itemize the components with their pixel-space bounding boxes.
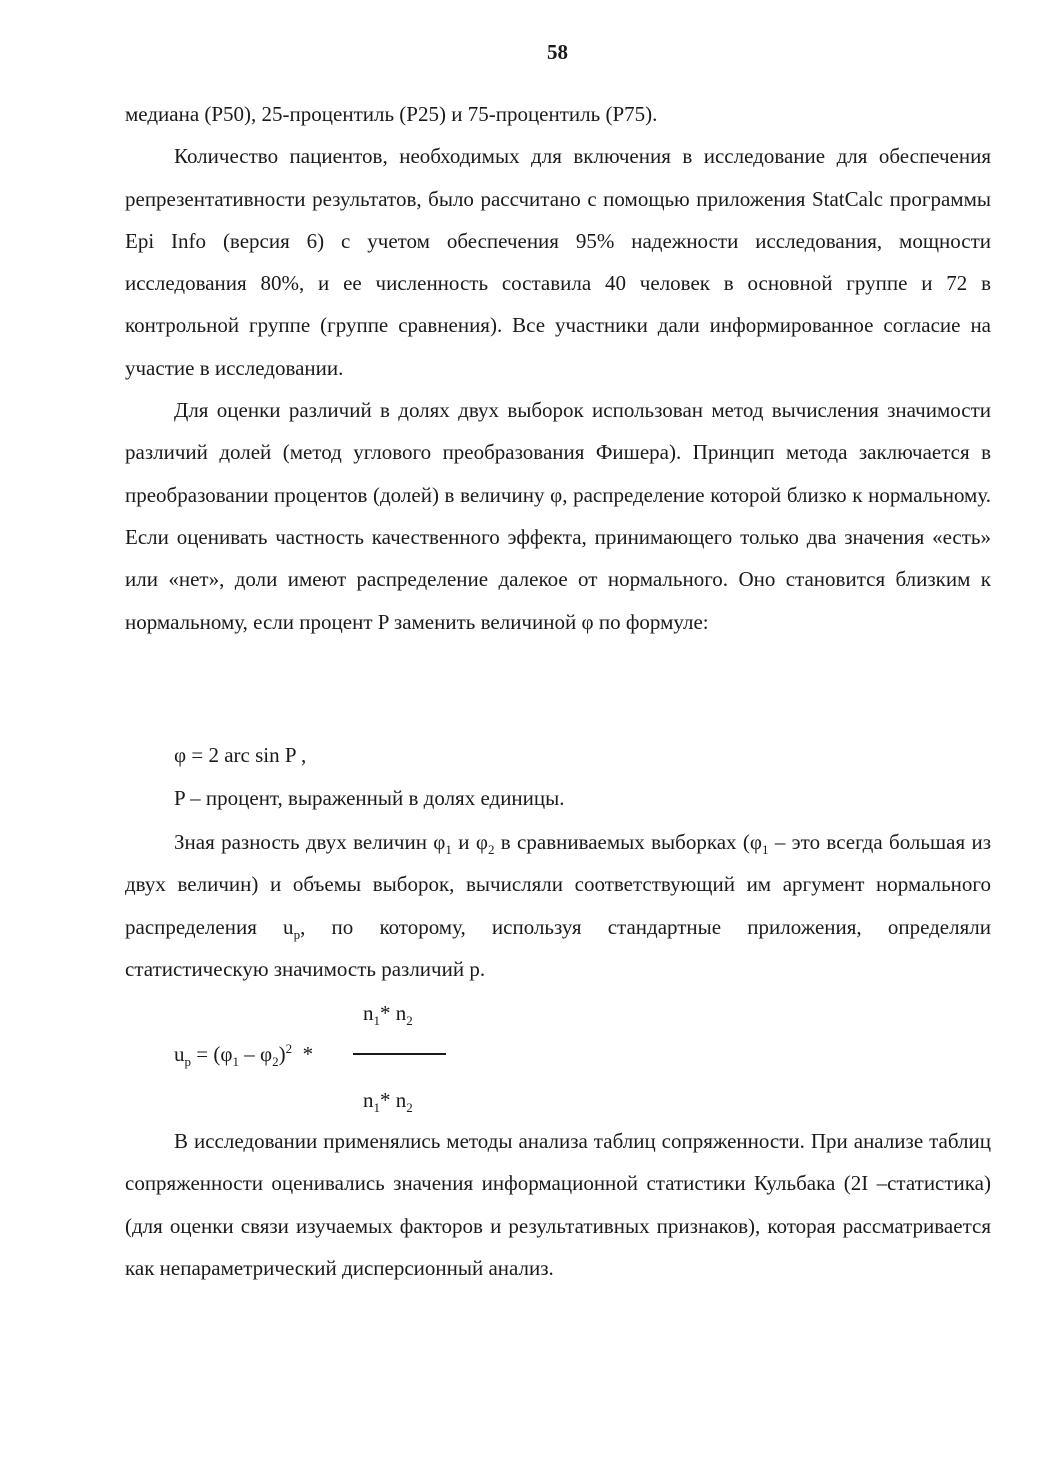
body-text-middle (125, 821, 991, 990)
body-text-top (125, 93, 991, 643)
body-text-bottom (125, 1120, 991, 1289)
paragraph-fisher-method: Для оценки различий в долях двух выборок использован метод вычисления значимости различий долей (метод углового преобразования Фишера). Принцип метода заключается в преобразовании процентов (долей) в величину φ, распределение которой близко к нормальному. Если оценивать частность качественного эффекта, принимающего только два значения «есть» или «нет», доли имеют распределение далекое от нормального. Оно становится близким к нормальному, если процент P заменить величиной φ по формуле: (125, 398, 991, 634)
paragraph-up-argument: Зная разность двух величин $\varphi_1$ и $\varphi_2$ в сравниваемых выборках ($\varphi_1$ – это всегда большая из двух величин) и объемы выборок, вычисляли соответствующий им аргумент нормального распределения $u_p$, по которому, используя стандартные приложения, определяли статистическую значимость различий p. (125, 830, 992, 981)
formula-denominator: $n_1*$ $n_2$ (363, 1088, 413, 1116)
formula-phi: φ = 2 arc sin P , (174, 743, 307, 767)
formula-up: $u_p = (\varphi_1 - \varphi_2)^2$ * (174, 1041, 314, 1070)
page-number: 58 (547, 40, 568, 64)
formula-numerator: $n_1*$ $n_2$ (363, 1001, 413, 1029)
paragraph-percentiles: медиана (P50), 25-процентиль (P25) и 75-процентиль (P75). (125, 102, 658, 126)
paragraph-sample-size: Количество пациентов, необходимых для включения в исследование для обеспечения репрезентативности результатов, было рассчитано с помощью приложения StatCalc программы Epi Info (версия 6) с учетом обеспечения 95% надежности исследования, мощности исследования 80%, и ее численность составила 40 человек в основной группе и 72 в контрольной группе (группе сравнения). Все участники дали информированное согласие на участие в исследовании. (125, 144, 991, 380)
paragraph-contingency-tables: В исследовании применялись методы анализа таблиц сопряженности. При анализе таблиц сопряженности оценивались значения информационной статистики Кульбака (2I –статистика) (для оценки связи изучаемых факторов и результативных признаков), которая рассматривается как непараметрический дисперсионный анализ. (125, 1129, 991, 1280)
paragraph-p-definition: P – процент, выраженный в долях единицы. (174, 786, 565, 810)
fraction-bar (353, 1053, 446, 1055)
